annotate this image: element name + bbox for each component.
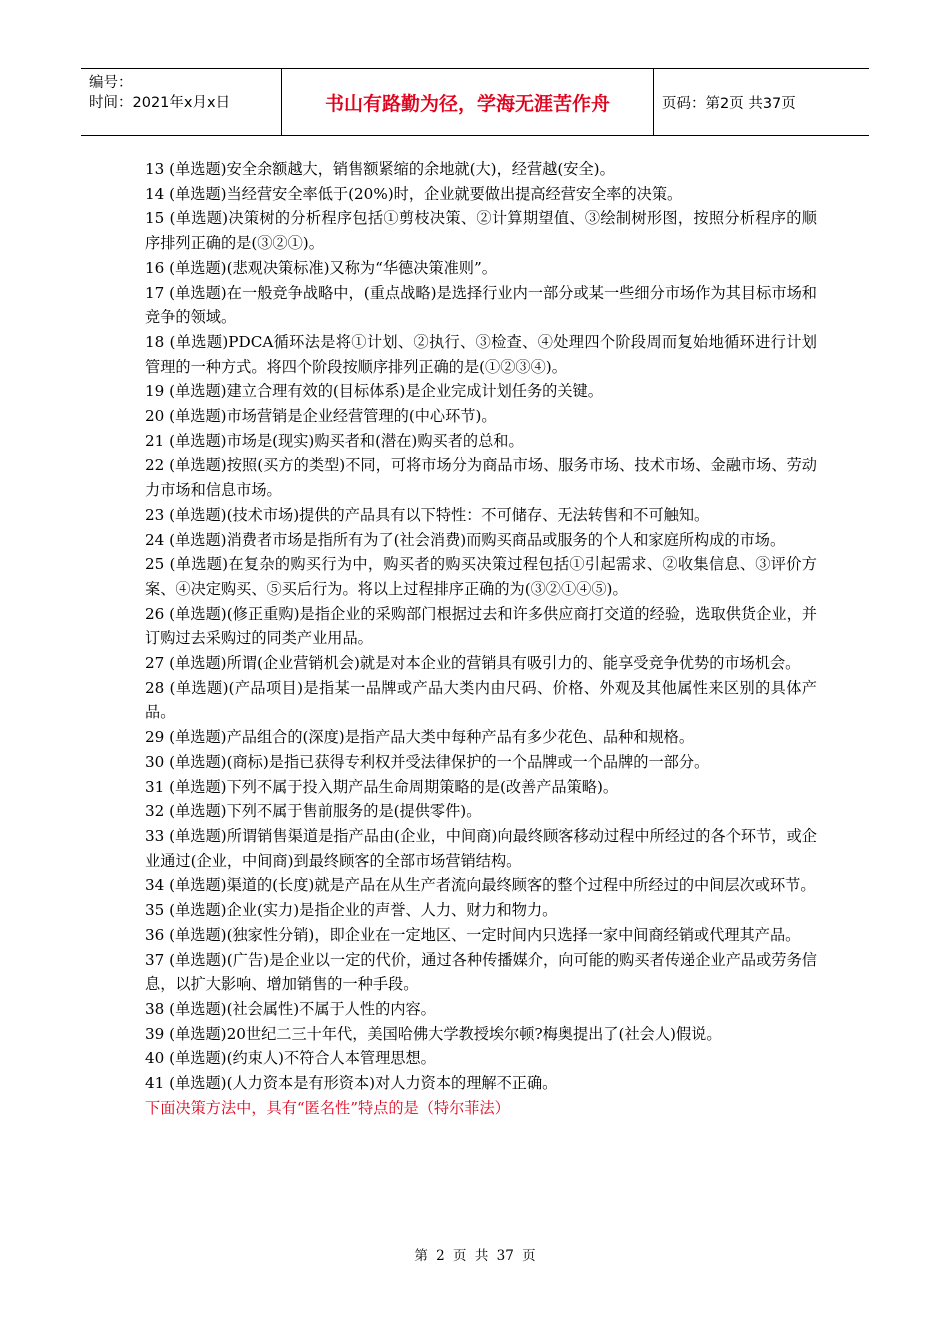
question-item: 26 (单选题)(修正重购)是指企业的采购部门根据过去和许多供应商打交道的经验，选取供货企业，并订购过去采购过的同类产业用品。 <box>145 604 817 648</box>
question-item: 13 (单选题)安全余额越大，销售额紧缩的余地就(大)，经营越(安全)。 <box>145 160 615 178</box>
question-item: 39 (单选题)20世纪二三十年代，美国哈佛大学教授埃尔顿?梅奥提出了(社会人)假说。 <box>145 1024 722 1043</box>
highlighted-question: 下面决策方法中，具有“匿名性”特点的是（特尔菲法） <box>145 1098 510 1117</box>
question-item: 27 (单选题)所谓(企业营销机会)就是对本企业的营销具有吸引力的、能享受竞争优势的市场机会。 <box>145 654 801 673</box>
question-item: 34 (单选题)渠道的(长度)就是产品在从生产者流向最终顾客的整个过程中所经过的中间层次或环节。 <box>145 876 816 895</box>
question-item: 28 (单选题)(产品项目)是指某一品牌或产品大类内由尺码、价格、外观及其他属性来区别的具体产品。 <box>145 678 817 722</box>
question-item: 23 (单选题)(技术市场)提供的产品具有以下特性：不可储存、无法转售和不可触知。 <box>145 505 710 524</box>
question-item: 33 (单选题)所谓销售渠道是指产品由(企业，中间商)向最终顾客移动过程中所经过的各个环节，或企业通过(企业，中间商)到最终顾客的全部市场营销结构。 <box>145 826 817 870</box>
header-meta <box>81 69 282 135</box>
question-item: 25 (单选题)在复杂的购买行为中，购买者的购买决策过程包括①引起需求、②收集信息、③评价方案、④决定购买、⑤买后行为。将以上过程排序正确的为(③②①④⑤)。 <box>145 555 817 598</box>
question-item: 29 (单选题)产品组合的(深度)是指产品大类中每种产品有多少花色、品种和规格。 <box>145 728 695 747</box>
time-label: 时间：2021年x月x日 <box>89 95 231 111</box>
question-item: 14 (单选题)当经营安全率低于(20%)时，企业就要做出提高经营安全率的决策。 <box>145 184 683 203</box>
question-item: 15 (单选题)决策树的分析程序包括①剪枝决策、②计算期望值、③绘制树形图，按照分析程序的顺序排列正确的是(③②①)。 <box>145 209 817 253</box>
question-item: 40 (单选题)(约束人)不符合人本管理思想。 <box>145 1049 436 1068</box>
question-item: 38 (单选题)(社会属性)不属于人性的内容。 <box>145 999 436 1018</box>
page-footer: 第 2 页 共 37 页 <box>414 1248 536 1264</box>
question-item: 30 (单选题)(商标)是指已获得专利权并受法律保护的一个品牌或一个品牌的一部分。 <box>145 752 710 771</box>
question-item: 32 (单选题)下列不属于售前服务的是(提供零件)。 <box>145 802 482 821</box>
question-item: 37 (单选题)(广告)是企业以一定的代价，通过各种传播媒介，向可能的购买者传递企业产品或劳务信息，以扩大影响、增加销售的一种手段。 <box>145 950 817 994</box>
question-item: 24 (单选题)消费者市场是指所有为了(社会消费)而购买商品或服务的个人和家庭所构成的市场。 <box>145 530 786 549</box>
question-item: 16 (单选题)(悲观决策标准)又称为“华德决策准则”。 <box>145 258 497 277</box>
question-item: 19 (单选题)建立合理有效的(目标体系)是企业完成计划任务的关键。 <box>145 382 603 401</box>
code-label: 编号： <box>89 75 133 91</box>
header-motto: 书山有路勤为径，学海无涯苦作舟 <box>282 69 654 135</box>
question-item: 18 (单选题)PDCA循环法是将①计划、②执行、③检查、④处理四个阶段周而复始地循环进行计划管理的一种方式。将四个阶段按顺序排列正确的是(①②③④)。 <box>145 332 817 376</box>
question-item: 36 (单选题)(独家性分销)，即企业在一定地区、一定时间内只选择一家中间商经销或代理其产品。 <box>145 925 801 944</box>
document-body <box>145 157 817 1120</box>
question-item: 41 (单选题)(人力资本是有形资本)对人力资本的理解不正确。 <box>145 1074 558 1093</box>
question-item: 17 (单选题)在一般竞争战略中，(重点战略)是选择行业内一部分或某一些细分市场作为其目标市场和竞争的领域。 <box>145 283 817 327</box>
page-header <box>81 68 869 136</box>
question-item: 35 (单选题)企业(实力)是指企业的声誉、人力、财力和物力。 <box>145 901 558 920</box>
question-item: 31 (单选题)下列不属于投入期产品生命周期策略的是(改善产品策略)。 <box>145 777 619 796</box>
question-item: 20 (单选题)市场营销是企业经营管理的(中心环节)。 <box>145 407 497 426</box>
header-page-info: 页码：第2页 共37页 <box>662 95 796 112</box>
question-item: 21 (单选题)市场是(现实)购买者和(潜在)购买者的总和。 <box>145 431 524 450</box>
question-item: 22 (单选题)按照(买方的类型)不同，可将市场分为商品市场、服务市场、技术市场、金融市场、劳动力市场和信息市场。 <box>145 456 817 500</box>
